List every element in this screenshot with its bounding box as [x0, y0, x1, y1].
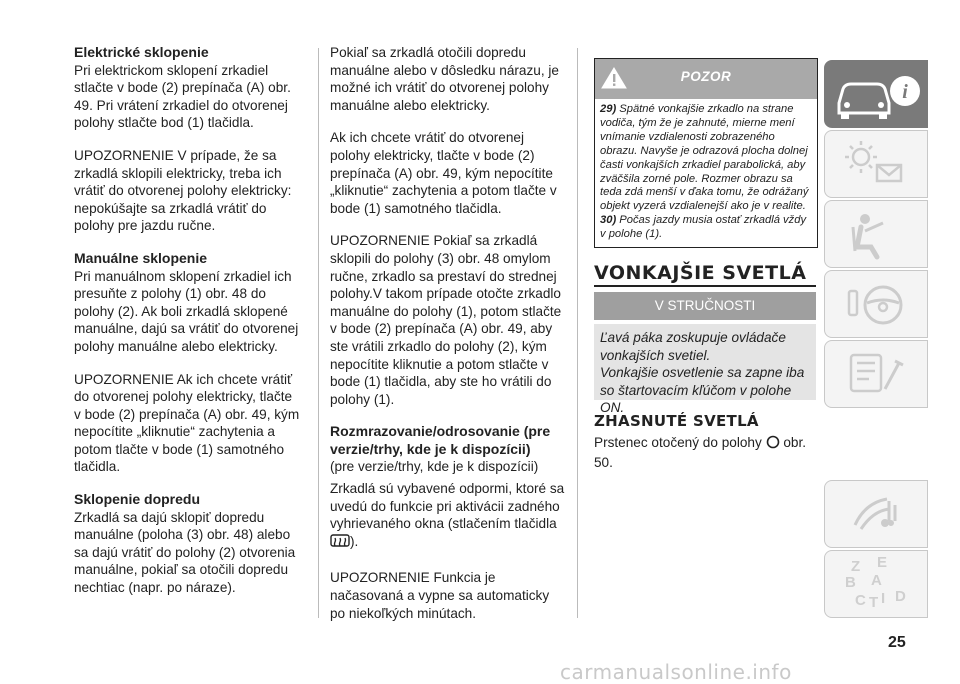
index-letter: D — [895, 588, 906, 605]
paragraph: Ak ich chcete vrátiť do otvorenej polohy elektricky, tlačte v bode (2) prepínača (A) obr. 49, kým nepocítite „kliknutie“ zachytenia a potom tlačte v bode (1) samotného tlačidla. — [330, 130, 557, 216]
title-underline — [594, 285, 816, 287]
tab-airbag-seat[interactable] — [824, 200, 928, 268]
warning-title: POZOR — [680, 69, 732, 84]
paragraph-text: obr. 50. — [594, 435, 807, 470]
paragraph: UPOZORNENIE V prípade, že sa zrkadlá sklopili elektricky, treba ich vrátiť do otvorenej polohy elektricky: nepokúšajte sa zrkadlá vrátiť do polohy pre jazdu ručne. — [74, 147, 292, 234]
tab-service-tools[interactable] — [824, 340, 928, 408]
rear-defrost-icon — [330, 534, 350, 555]
svg-text:i: i — [902, 81, 908, 103]
paragraph-text: ). — [350, 533, 359, 549]
warning-header — [595, 59, 817, 99]
warning-lights-icon — [825, 131, 929, 199]
subheading: ZHASNUTÉ SVETLÁ — [594, 412, 759, 430]
index-letters-icon — [825, 551, 929, 619]
column-middle — [330, 44, 566, 637]
column-left — [74, 44, 302, 612]
multimedia-icon — [825, 481, 929, 549]
index-letter: A — [871, 572, 882, 589]
paragraph: (pre verzie/trhy, kde je k dispozícii) — [330, 459, 539, 475]
section-heading: Elektrické sklopenie — [74, 44, 209, 60]
index-letter: Z — [851, 558, 861, 575]
paragraph-text: Prstenec otočený do polohy — [594, 435, 762, 450]
index-letter: T — [869, 594, 879, 611]
summary-box — [594, 324, 816, 416]
subsection-bar: V STRUČNOSTI — [594, 292, 816, 320]
column-divider — [318, 48, 319, 618]
note-text: Spätné vonkajšie zrkadlo na strane vodiča, tým že je zahnuté, mierne mení vnímanie vzdialenosti zobrazeného obrazu. Navyše je odrazová plocha dolnej časti vonkajších zrkadiel parabolická, aby zväčšila zorné pole. Rozmer obrazu sa teda zdá menší v ďaka tomu, že odrážaný objekt vyzerá vzdialenejší ako je v realite. — [600, 103, 809, 213]
service-tools-icon — [825, 341, 929, 409]
note-text: Počas jazdy musia ostať zrkadlá vždy v polohe (1). — [600, 214, 807, 241]
tab-index[interactable] — [824, 550, 928, 618]
paragraph: Pri elektrickom sklopení zrkadiel stlačte v bode (2) prepínača (A) obr. 49. Pri vrátení zrkadiel do otvorenej polohy stlačte bod (1) tlačidla. — [74, 62, 291, 131]
note-number: 29) — [600, 103, 617, 115]
tab-warning-lights[interactable] — [824, 130, 928, 198]
paragraph — [330, 480, 566, 554]
section-heading: Rozmrazovanie/odrosovanie (pre verzie/trhy, kde je k dispozícii) — [330, 423, 551, 457]
tab-car-info[interactable] — [824, 60, 928, 128]
car-info-icon — [825, 61, 929, 129]
paragraph: UPOZORNENIE Funkcia je načasovaná a vypne sa automaticky po niekoľkých minútach. — [330, 570, 550, 621]
paragraph: UPOZORNENIE Pokiaľ sa zrkadlá sklopili do polohy (3) obr. 48 omylom ručne, zrkadlo sa prestaví do strednej polohy.V takom prípade otočte zrkadlo manuálne do polohy (1), potom stlačte v bode (2) prepínača (A) obr. 49, aby ste vrátili zrkadlo do polohy (2), kým nepocítite kliknutie a potom stlačte v bode (1) tlačidla, aby ste ho vrátili do polohy (1). — [330, 233, 562, 407]
paragraph: Pokiaľ sa zrkadlá otočili dopredu manuálne alebo v dôsledku nárazu, je možné ich vrátiť do otvorenej polohy manuálne alebo elektricky. — [330, 45, 559, 113]
index-letter: C — [855, 592, 866, 609]
section-heading: Sklopenie dopredu — [74, 491, 201, 508]
warning-body — [595, 99, 817, 247]
tab-steering[interactable] — [824, 270, 928, 338]
summary-text: Vonkajšie osvetlenie sa zapne iba so štartovacím kľúčom v polohe ON. — [600, 365, 805, 416]
paragraph: UPOZORNENIE Ak ich chcete vrátiť do otvorenej polohy elektricky, tlačte v bode (2) prepínača (A) obr. 49, kým nepocítite „kliknutie“ zachytenia a potom tlačte v bode (1) samotného tlačidla. — [74, 371, 300, 475]
summary-text: Ľavá páka zoskupuje ovládače vonkajších svetiel. — [600, 330, 786, 363]
airbag-seat-icon — [825, 201, 929, 269]
paragraph: Pri manuálnom sklopení zrkadiel ich presuňte z polohy (1) obr. 48 do polohy (2). Ak boli zrkadlá sklopené manuálne, dajú sa vrátiť do otvorenej polohy manuálne alebo elektricky. — [74, 268, 299, 354]
warning-box — [594, 58, 818, 248]
section-heading: Manuálne sklopenie — [74, 249, 208, 266]
paragraph: Zrkadlá sa dajú sklopiť dopredu manuálne (poloha (3) obr. 48) alebo sa dajú vrátiť do polohy (2) otvorenia manuálne, pokiaľ sa otočili dopredu nechtiac (napr. po náraze). — [74, 509, 296, 596]
ring-off-icon — [766, 435, 780, 454]
index-letter: E — [877, 554, 888, 571]
watermark: carmanualsonline.info — [560, 660, 792, 684]
note-number: 30) — [600, 214, 617, 227]
tab-multimedia[interactable] — [824, 480, 928, 548]
section-title: VONKAJŠIE SVETLÁ — [594, 262, 807, 284]
index-letter: B — [845, 574, 856, 591]
column-divider — [577, 48, 578, 618]
page-number: 25 — [888, 634, 906, 651]
index-letter: I — [881, 590, 886, 607]
paragraph — [594, 434, 824, 471]
steering-icon — [825, 271, 929, 339]
paragraph-text: Zrkadlá sú vybavené odpormi, ktoré sa uvedú do funkcie pri aktivácii zadného vyhrievaného okna (stlačením tlačidla — [330, 481, 565, 532]
